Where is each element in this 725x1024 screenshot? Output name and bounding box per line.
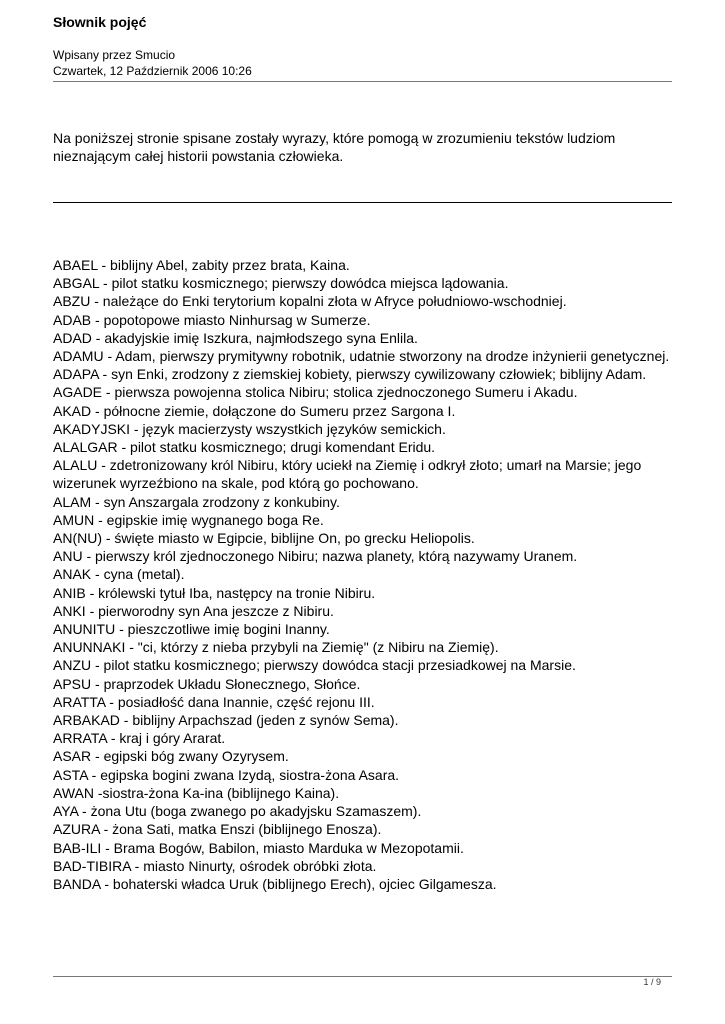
glossary-entry: ANUNITU - pieszczotliwe imię bogini Inanny. bbox=[53, 621, 330, 638]
glossary-entry: ABGAL - pilot statku kosmicznego; pierwszy dowódca miejsca lądowania. bbox=[53, 275, 509, 292]
author-line: Wpisany przez Smucio bbox=[53, 48, 176, 62]
glossary-entry: AYA - żona Utu (boga zwanego po akadyjsku Szamaszem). bbox=[53, 803, 422, 820]
date-line: Czwartek, 12 Październik 2006 10:26 bbox=[53, 64, 252, 78]
glossary-entry: ABZU - należące do Enki terytorium kopalni złota w Afryce południowo-wschodniej. bbox=[53, 293, 567, 310]
glossary-entry: AKADYJSKI - język macierzysty wszystkich języków semickich. bbox=[53, 420, 446, 437]
glossary-entry: BAB-ILI - Brama Bogów, Babilon, miasto Marduka w Mezopotamii. bbox=[53, 839, 464, 856]
glossary-entry: ALALU - zdetronizowany król Nibiru, który uciekł na Ziemię i odkrył złoto; umarł na Marsie; jego wizerunek wyrzeźbiono na skale, pod którą go pochowano. bbox=[53, 457, 642, 492]
glossary-entry: ANAK - cyna (metal). bbox=[53, 566, 185, 583]
page-number: 1 / 9 bbox=[643, 977, 661, 987]
glossary-entry: ARATTA - posiadłość dana Inannie, część rejonu III. bbox=[53, 693, 375, 710]
glossary-entry: ASAR - egipski bóg zwany Ozyrysem. bbox=[53, 748, 289, 765]
glossary-entry: ANIB - królewski tytuł Iba, następcy na tronie Nibiru. bbox=[53, 584, 376, 601]
page-title: Słownik pojęć bbox=[53, 14, 147, 30]
glossary-list bbox=[53, 256, 673, 893]
glossary-entry: BAD-TIBIRA - miasto Ninurty, ośrodek obróbki złota. bbox=[53, 857, 377, 874]
glossary-entry: ARBAKAD - biblijny Arpachszad (jeden z synów Sema). bbox=[53, 712, 399, 729]
article-meta bbox=[53, 47, 252, 79]
glossary-entry: ASTA - egipska bogini zwana Izydą, siostra-żona Asara. bbox=[53, 766, 400, 783]
glossary-entry: AKAD - północne ziemie, dołączone do Sumeru przez Sargona I. bbox=[53, 402, 456, 419]
glossary-entry: AMUN - egipskie imię wygnanego boga Re. bbox=[53, 511, 324, 528]
glossary-entry: AZURA - żona Sati, matka Enszi (biblijnego Enosza). bbox=[53, 821, 382, 838]
glossary-entry: ARRATA - kraj i góry Ararat. bbox=[53, 730, 226, 747]
glossary-entry: AGADE - pierwsza powojenna stolica Nibiru; stolica zjednoczonego Sumeru i Akadu. bbox=[53, 384, 578, 401]
glossary-entry: ADAPA - syn Enki, zrodzony z ziemskiej kobiety, pierwszy cywilizowany człowiek; biblijny Adam. bbox=[53, 366, 647, 383]
intro-divider bbox=[53, 202, 672, 203]
glossary-entry: AWAN -siostra-żona Ka-ina (biblijnego Kaina). bbox=[53, 784, 340, 801]
header-divider bbox=[53, 81, 672, 82]
glossary-entry: ANU - pierwszy król zjednoczonego Nibiru; nazwa planety, którą nazywamy Uranem. bbox=[53, 548, 578, 565]
glossary-entry: ABAEL - biblijny Abel, zabity przez brata, Kaina. bbox=[53, 257, 350, 273]
glossary-entry: AN(NU) - święte miasto w Egipcie, biblijne On, po grecku Heliopolis. bbox=[53, 530, 475, 547]
glossary-entry: BANDA - bohaterski władca Uruk (biblijnego Erech), ojciec Gilgamesza. bbox=[53, 875, 497, 892]
glossary-entry: ADAMU - Adam, pierwszy prymitywny robotnik, udatnie stworzony na drodze inżynierii genetycznej. bbox=[53, 348, 670, 365]
glossary-entry: ALALGAR - pilot statku kosmicznego; drugi komendant Eridu. bbox=[53, 439, 436, 456]
glossary-entry: ANKI - pierworodny syn Ana jeszcze z Nibiru. bbox=[53, 602, 334, 619]
glossary-entry: ANUNNAKI - "ci, którzy z nieba przybyli na Ziemię" (z Nibiru na Ziemię). bbox=[53, 639, 499, 656]
glossary-entry: ANZU - pilot statku kosmicznego; pierwszy dowódca stacji przesiadkowej na Marsie. bbox=[53, 657, 576, 674]
glossary-entry: APSU - praprzodek Układu Słonecznego, Słońce. bbox=[53, 675, 361, 692]
glossary-entry: ADAB - popotopowe miasto Ninhursag w Sumerze. bbox=[53, 311, 371, 328]
glossary-entry: ALAM - syn Anszargala zrodzony z konkubiny. bbox=[53, 493, 340, 510]
glossary-entry: ADAD - akadyjskie imię Iszkura, najmłodszego syna Enlila. bbox=[53, 329, 418, 346]
footer-divider bbox=[53, 976, 672, 977]
intro-paragraph: Na poniższej stronie spisane zostały wyrazy, które pomogą w zrozumieniu tekstów ludziom nieznającym całej historii powstania człowieka. bbox=[53, 130, 616, 164]
